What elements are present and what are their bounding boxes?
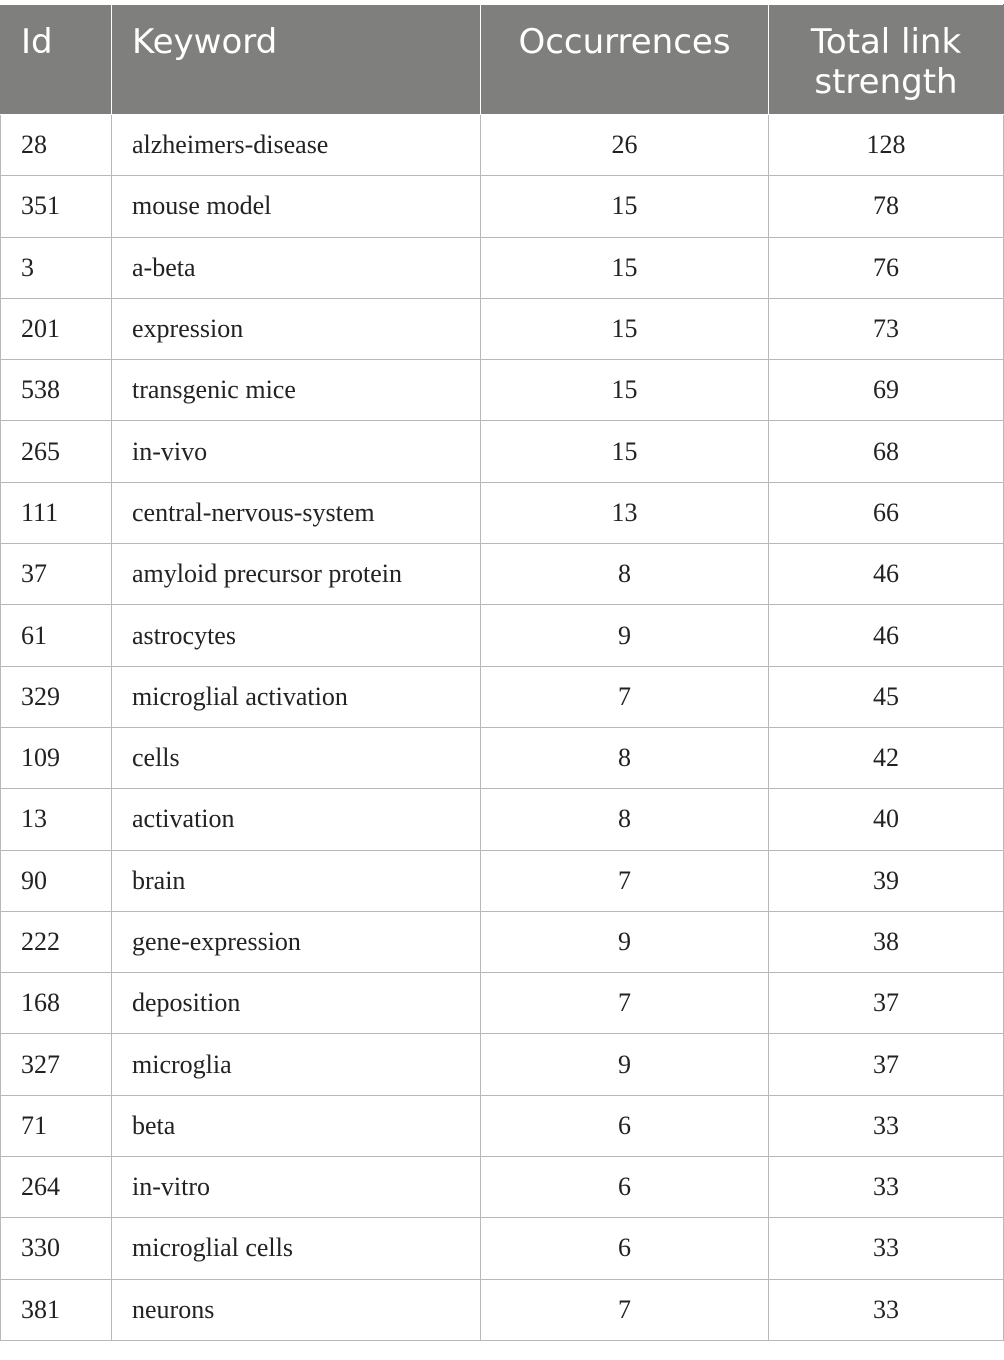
keyword-cell: transgenic mice	[112, 360, 481, 421]
total-link-strength-cell: 37	[769, 1034, 1004, 1095]
table-row	[1, 115, 1004, 176]
occurrences-cell: 7	[481, 973, 769, 1034]
total-link-strength-cell: 38	[769, 911, 1004, 972]
id-cell: 61	[1, 605, 112, 666]
total-link-strength-cell: 78	[769, 176, 1004, 237]
column-header-occurrences: Occurrences	[481, 5, 769, 115]
column-header-keyword: Keyword	[112, 5, 481, 115]
total-link-strength-cell: 128	[769, 115, 1004, 176]
column-header-id: Id	[1, 5, 112, 115]
keyword-cell: in-vivo	[112, 421, 481, 482]
id-cell: 330	[1, 1218, 112, 1279]
occurrences-cell: 8	[481, 789, 769, 850]
id-cell: 538	[1, 360, 112, 421]
table-row	[1, 1034, 1004, 1095]
column-header-total-link-strength: Total link strength	[769, 5, 1004, 115]
total-link-strength-cell: 33	[769, 1095, 1004, 1156]
occurrences-cell: 9	[481, 1034, 769, 1095]
table-row	[1, 360, 1004, 421]
occurrences-cell: 7	[481, 1279, 769, 1340]
table-row	[1, 544, 1004, 605]
id-cell: 168	[1, 973, 112, 1034]
occurrences-cell: 13	[481, 482, 769, 543]
keyword-cell: cells	[112, 727, 481, 788]
id-cell: 265	[1, 421, 112, 482]
total-link-strength-cell: 45	[769, 666, 1004, 727]
occurrences-cell: 8	[481, 544, 769, 605]
total-link-strength-cell: 46	[769, 605, 1004, 666]
keyword-cell: alzheimers-disease	[112, 115, 481, 176]
total-link-strength-cell: 33	[769, 1279, 1004, 1340]
id-cell: 111	[1, 482, 112, 543]
table-header	[1, 5, 1004, 115]
id-cell: 201	[1, 298, 112, 359]
table-row	[1, 727, 1004, 788]
occurrences-cell: 7	[481, 850, 769, 911]
total-link-strength-cell: 66	[769, 482, 1004, 543]
total-link-strength-cell: 73	[769, 298, 1004, 359]
table-row	[1, 176, 1004, 237]
keyword-cell: microglial cells	[112, 1218, 481, 1279]
occurrences-cell: 9	[481, 911, 769, 972]
keyword-cell: brain	[112, 850, 481, 911]
total-link-strength-cell: 40	[769, 789, 1004, 850]
keyword-cell: amyloid precursor protein	[112, 544, 481, 605]
id-cell: 381	[1, 1279, 112, 1340]
keyword-cell: microglial activation	[112, 666, 481, 727]
id-cell: 90	[1, 850, 112, 911]
table-row	[1, 605, 1004, 666]
keyword-cell: activation	[112, 789, 481, 850]
keyword-cell: a-beta	[112, 237, 481, 298]
occurrences-cell: 9	[481, 605, 769, 666]
keyword-cell: astrocytes	[112, 605, 481, 666]
occurrences-cell: 7	[481, 666, 769, 727]
table-row	[1, 298, 1004, 359]
table-row	[1, 1218, 1004, 1279]
total-link-strength-cell: 69	[769, 360, 1004, 421]
occurrences-cell: 6	[481, 1095, 769, 1156]
header-row	[1, 5, 1004, 115]
total-link-strength-cell: 68	[769, 421, 1004, 482]
keyword-table	[0, 4, 1004, 1341]
id-cell: 28	[1, 115, 112, 176]
table-row	[1, 789, 1004, 850]
occurrences-cell: 26	[481, 115, 769, 176]
total-link-strength-cell: 33	[769, 1157, 1004, 1218]
id-cell: 351	[1, 176, 112, 237]
keyword-cell: beta	[112, 1095, 481, 1156]
occurrences-cell: 8	[481, 727, 769, 788]
total-link-strength-cell: 76	[769, 237, 1004, 298]
id-cell: 222	[1, 911, 112, 972]
id-cell: 3	[1, 237, 112, 298]
table-row	[1, 237, 1004, 298]
occurrences-cell: 15	[481, 360, 769, 421]
keyword-cell: gene-expression	[112, 911, 481, 972]
total-link-strength-cell: 42	[769, 727, 1004, 788]
id-cell: 71	[1, 1095, 112, 1156]
occurrences-cell: 15	[481, 176, 769, 237]
keyword-cell: neurons	[112, 1279, 481, 1340]
id-cell: 264	[1, 1157, 112, 1218]
keyword-cell: expression	[112, 298, 481, 359]
occurrences-cell: 6	[481, 1218, 769, 1279]
table-row	[1, 421, 1004, 482]
keyword-cell: in-vitro	[112, 1157, 481, 1218]
table-row	[1, 482, 1004, 543]
id-cell: 13	[1, 789, 112, 850]
table-row	[1, 1095, 1004, 1156]
table-row	[1, 666, 1004, 727]
id-cell: 37	[1, 544, 112, 605]
table-body	[1, 115, 1004, 1341]
table-row	[1, 850, 1004, 911]
table-row	[1, 1157, 1004, 1218]
id-cell: 329	[1, 666, 112, 727]
total-link-strength-cell: 46	[769, 544, 1004, 605]
table-row	[1, 973, 1004, 1034]
keyword-cell: central-nervous-system	[112, 482, 481, 543]
occurrences-cell: 15	[481, 237, 769, 298]
keyword-cell: mouse model	[112, 176, 481, 237]
total-link-strength-cell: 37	[769, 973, 1004, 1034]
keyword-cell: microglia	[112, 1034, 481, 1095]
occurrences-cell: 15	[481, 298, 769, 359]
table-row	[1, 911, 1004, 972]
keyword-cell: deposition	[112, 973, 481, 1034]
id-cell: 327	[1, 1034, 112, 1095]
occurrences-cell: 15	[481, 421, 769, 482]
total-link-strength-cell: 33	[769, 1218, 1004, 1279]
total-link-strength-cell: 39	[769, 850, 1004, 911]
occurrences-cell: 6	[481, 1157, 769, 1218]
id-cell: 109	[1, 727, 112, 788]
table-row	[1, 1279, 1004, 1340]
